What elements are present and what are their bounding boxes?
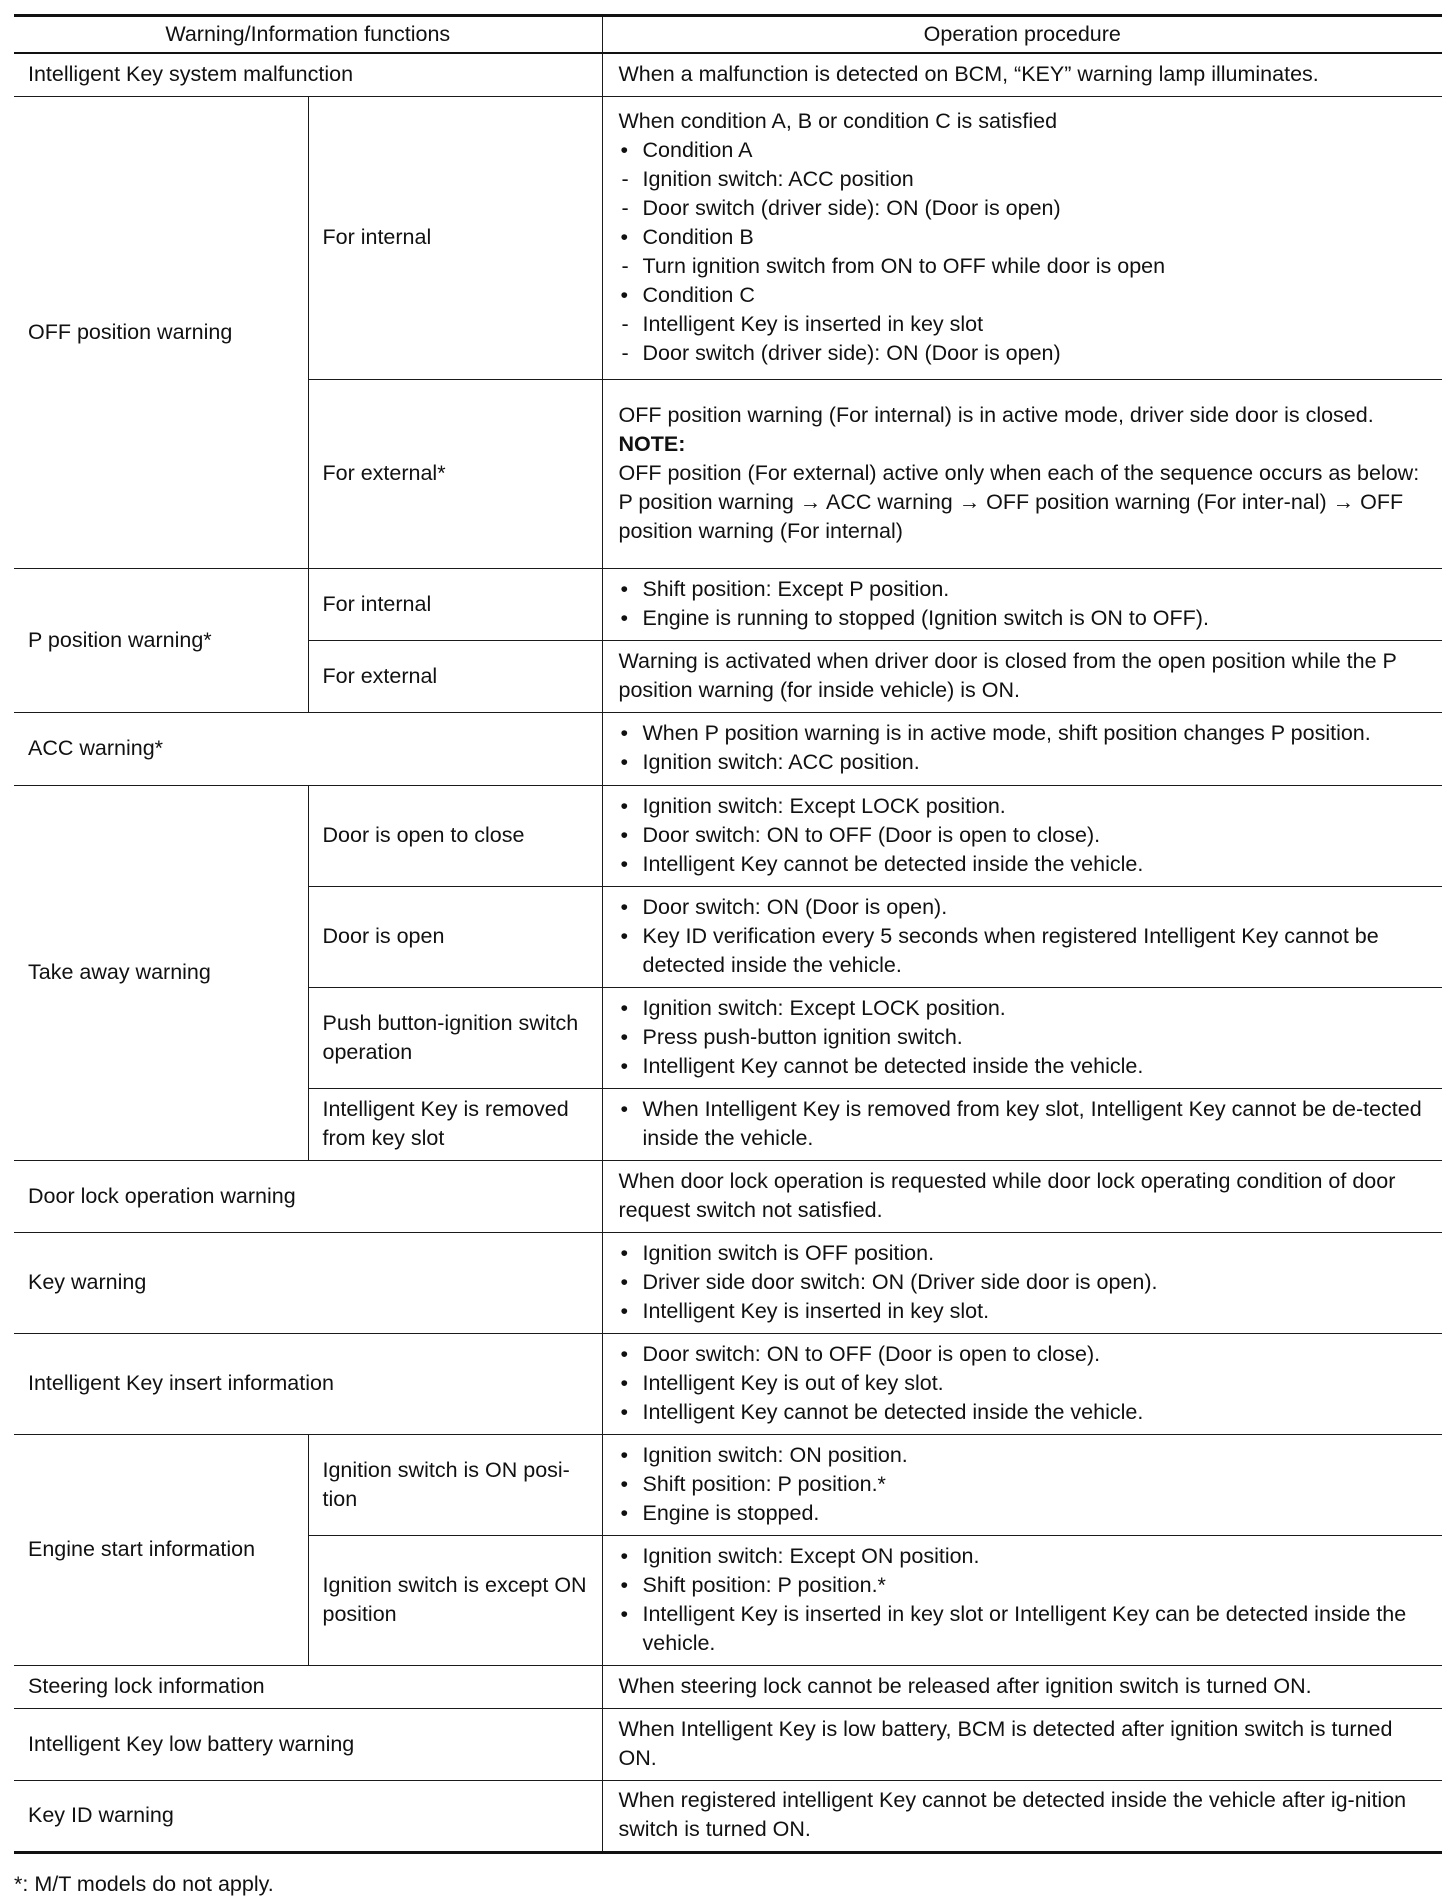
procedure-cell — [602, 1535, 1442, 1665]
procedure-cell — [602, 1232, 1442, 1333]
procedure-cell — [602, 1434, 1442, 1535]
procedure-cell — [602, 712, 1442, 785]
table-row — [14, 96, 1442, 379]
procedure-cell — [602, 379, 1442, 568]
sub-function-label: For external — [308, 640, 602, 712]
procedure-cell — [602, 1333, 1442, 1434]
function-label: P position warning* — [14, 568, 308, 712]
list-item: - Ignition switch: ACC position — [619, 165, 1431, 194]
list-item: • Condition A — [619, 136, 1431, 165]
function-label: Steering lock information — [14, 1665, 602, 1708]
sub-function-label: Door is open to close — [308, 785, 602, 886]
list-item: • Intelligent Key cannot be detected inside the vehicle. — [619, 1052, 1431, 1081]
list-item: • Door switch: ON to OFF (Door is open to close). — [619, 1340, 1431, 1369]
list-item: - Door switch (driver side): ON (Door is open) — [619, 339, 1431, 368]
sub-function-label: For internal — [308, 96, 602, 379]
list-item: • Driver side door switch: ON (Driver side door is open). — [619, 1268, 1431, 1297]
sub-function-label: Ignition switch is except ON position — [308, 1535, 602, 1665]
function-label: Intelligent Key low battery warning — [14, 1708, 602, 1780]
condition-list — [619, 1095, 1431, 1153]
sub-function-label: For external* — [308, 379, 602, 568]
condition-list — [619, 719, 1431, 777]
condition-list — [619, 575, 1431, 633]
header-procedure: Operation procedure — [602, 16, 1442, 54]
list-item: • Condition B — [619, 223, 1431, 252]
table-row — [14, 568, 1442, 640]
list-item: - Intelligent Key is inserted in key slot — [619, 310, 1431, 339]
table-row — [14, 1434, 1442, 1535]
function-label: Intelligent Key system malfunction — [14, 53, 602, 96]
procedure-cell — [602, 1088, 1442, 1160]
function-label: OFF position warning — [14, 96, 308, 568]
list-item: • Shift position: P position.* — [619, 1571, 1431, 1600]
list-item: • Ignition switch: Except LOCK position. — [619, 994, 1431, 1023]
procedure-cell — [602, 987, 1442, 1088]
list-item: • Intelligent Key is inserted in key slot or Intelligent Key can be detected inside the vehicle. — [619, 1600, 1431, 1658]
table-row — [14, 1780, 1442, 1852]
list-item: • When P position warning is in active mode, shift position changes P position. — [619, 719, 1431, 748]
table-row — [14, 785, 1442, 886]
function-label: Key warning — [14, 1232, 602, 1333]
list-item: • Intelligent Key cannot be detected inside the vehicle. — [619, 1398, 1431, 1427]
list-item: • Ignition switch: ON position. — [619, 1441, 1431, 1470]
sub-function-label: Intelligent Key is removed from key slot — [308, 1088, 602, 1160]
list-item: • Door switch: ON (Door is open). — [619, 893, 1431, 922]
list-item: • Condition C — [619, 281, 1431, 310]
function-label: ACC warning* — [14, 712, 602, 785]
list-item: - Turn ignition switch from ON to OFF while door is open — [619, 252, 1431, 281]
list-item: • Press push-button ignition switch. — [619, 1023, 1431, 1052]
condition-list — [619, 1441, 1431, 1528]
procedure-text: When a malfunction is detected on BCM, “KEY” warning lamp illuminates. — [602, 53, 1442, 96]
sub-function-label: Ignition switch is ON posi-tion — [308, 1434, 602, 1535]
table-row — [14, 1333, 1442, 1434]
list-item: • Intelligent Key cannot be detected inside the vehicle. — [619, 850, 1431, 879]
condition-list — [619, 1340, 1431, 1427]
procedure-intro: When condition A, B or condition C is satisfied — [618, 108, 1058, 133]
list-item: • When Intelligent Key is removed from key slot, Intelligent Key cannot be de-tected inside the vehicle. — [619, 1095, 1431, 1153]
list-item: • Intelligent Key is out of key slot. — [619, 1369, 1431, 1398]
table-row — [14, 1232, 1442, 1333]
procedure-text: When steering lock cannot be released after ignition switch is turned ON. — [602, 1665, 1442, 1708]
sub-function-label: For internal — [308, 568, 602, 640]
procedure-text: When registered intelligent Key cannot be detected inside the vehicle after ig-nition switch is turned ON. — [602, 1780, 1442, 1852]
list-item: • Door switch: ON to OFF (Door is open to close). — [619, 821, 1431, 850]
procedure-cell — [602, 568, 1442, 640]
list-item: • Ignition switch: ACC position. — [619, 748, 1431, 777]
footnote: *: M/T models do not apply. — [14, 1872, 274, 1896]
list-item: • Shift position: P position.* — [619, 1470, 1431, 1499]
table-row — [14, 53, 1442, 96]
condition-list — [619, 893, 1431, 980]
list-item: • Ignition switch: Except LOCK position. — [619, 792, 1431, 821]
condition-list — [619, 136, 1431, 368]
list-item: • Shift position: Except P position. — [619, 575, 1431, 604]
procedure-text: When Intelligent Key is low battery, BCM is detected after ignition switch is turned ON. — [602, 1708, 1442, 1780]
procedure-cell — [602, 886, 1442, 987]
procedure-cell — [602, 785, 1442, 886]
condition-list — [619, 792, 1431, 879]
function-label: Take away warning — [14, 785, 308, 1160]
function-label: Intelligent Key insert information — [14, 1333, 602, 1434]
list-item: • Ignition switch: Except ON position. — [619, 1542, 1431, 1571]
list-item: • Intelligent Key is inserted in key slot. — [619, 1297, 1431, 1326]
function-label: Door lock operation warning — [14, 1160, 602, 1232]
condition-list — [619, 1542, 1431, 1658]
sub-function-label: Push button-ignition switch operation — [308, 987, 602, 1088]
list-item: • Key ID verification every 5 seconds when registered Intelligent Key cannot be detected inside the vehicle. — [619, 922, 1431, 980]
condition-list — [619, 994, 1431, 1081]
condition-list — [619, 1239, 1431, 1326]
list-item: • Engine is running to stopped (Ignition switch is ON to OFF). — [619, 604, 1431, 633]
table-row — [14, 1708, 1442, 1780]
procedure-text: When door lock operation is requested while door lock operating condition of door request switch not satisfied. — [602, 1160, 1442, 1232]
procedure-cell — [602, 96, 1442, 379]
note-text: OFF position (For external) active only when each of the sequence occurs as below: P position warning → ACC warning → OFF position warning (For inter-nal) → OFF position warning (For internal) — [618, 460, 1420, 543]
table-row — [14, 712, 1442, 785]
warning-functions-document — [14, 14, 1442, 1854]
note-label: NOTE: — [618, 431, 686, 456]
function-label: Key ID warning — [14, 1780, 602, 1852]
table-header-row — [14, 16, 1442, 54]
procedure-text: Warning is activated when driver door is closed from the open position while the P position warning (for inside vehicle) is ON. — [602, 640, 1442, 712]
function-label: Engine start information — [14, 1434, 308, 1665]
table-row — [14, 1665, 1442, 1708]
procedure-text: OFF position warning (For internal) is in active mode, driver side door is closed. — [618, 402, 1374, 427]
list-item: - Door switch (driver side): ON (Door is open) — [619, 194, 1431, 223]
list-item: • Ignition switch is OFF position. — [619, 1239, 1431, 1268]
warning-information-table — [14, 14, 1442, 1854]
list-item: • Engine is stopped. — [619, 1499, 1431, 1528]
table-row — [14, 1160, 1442, 1232]
sub-function-label: Door is open — [308, 886, 602, 987]
header-functions: Warning/Information functions — [14, 16, 602, 54]
